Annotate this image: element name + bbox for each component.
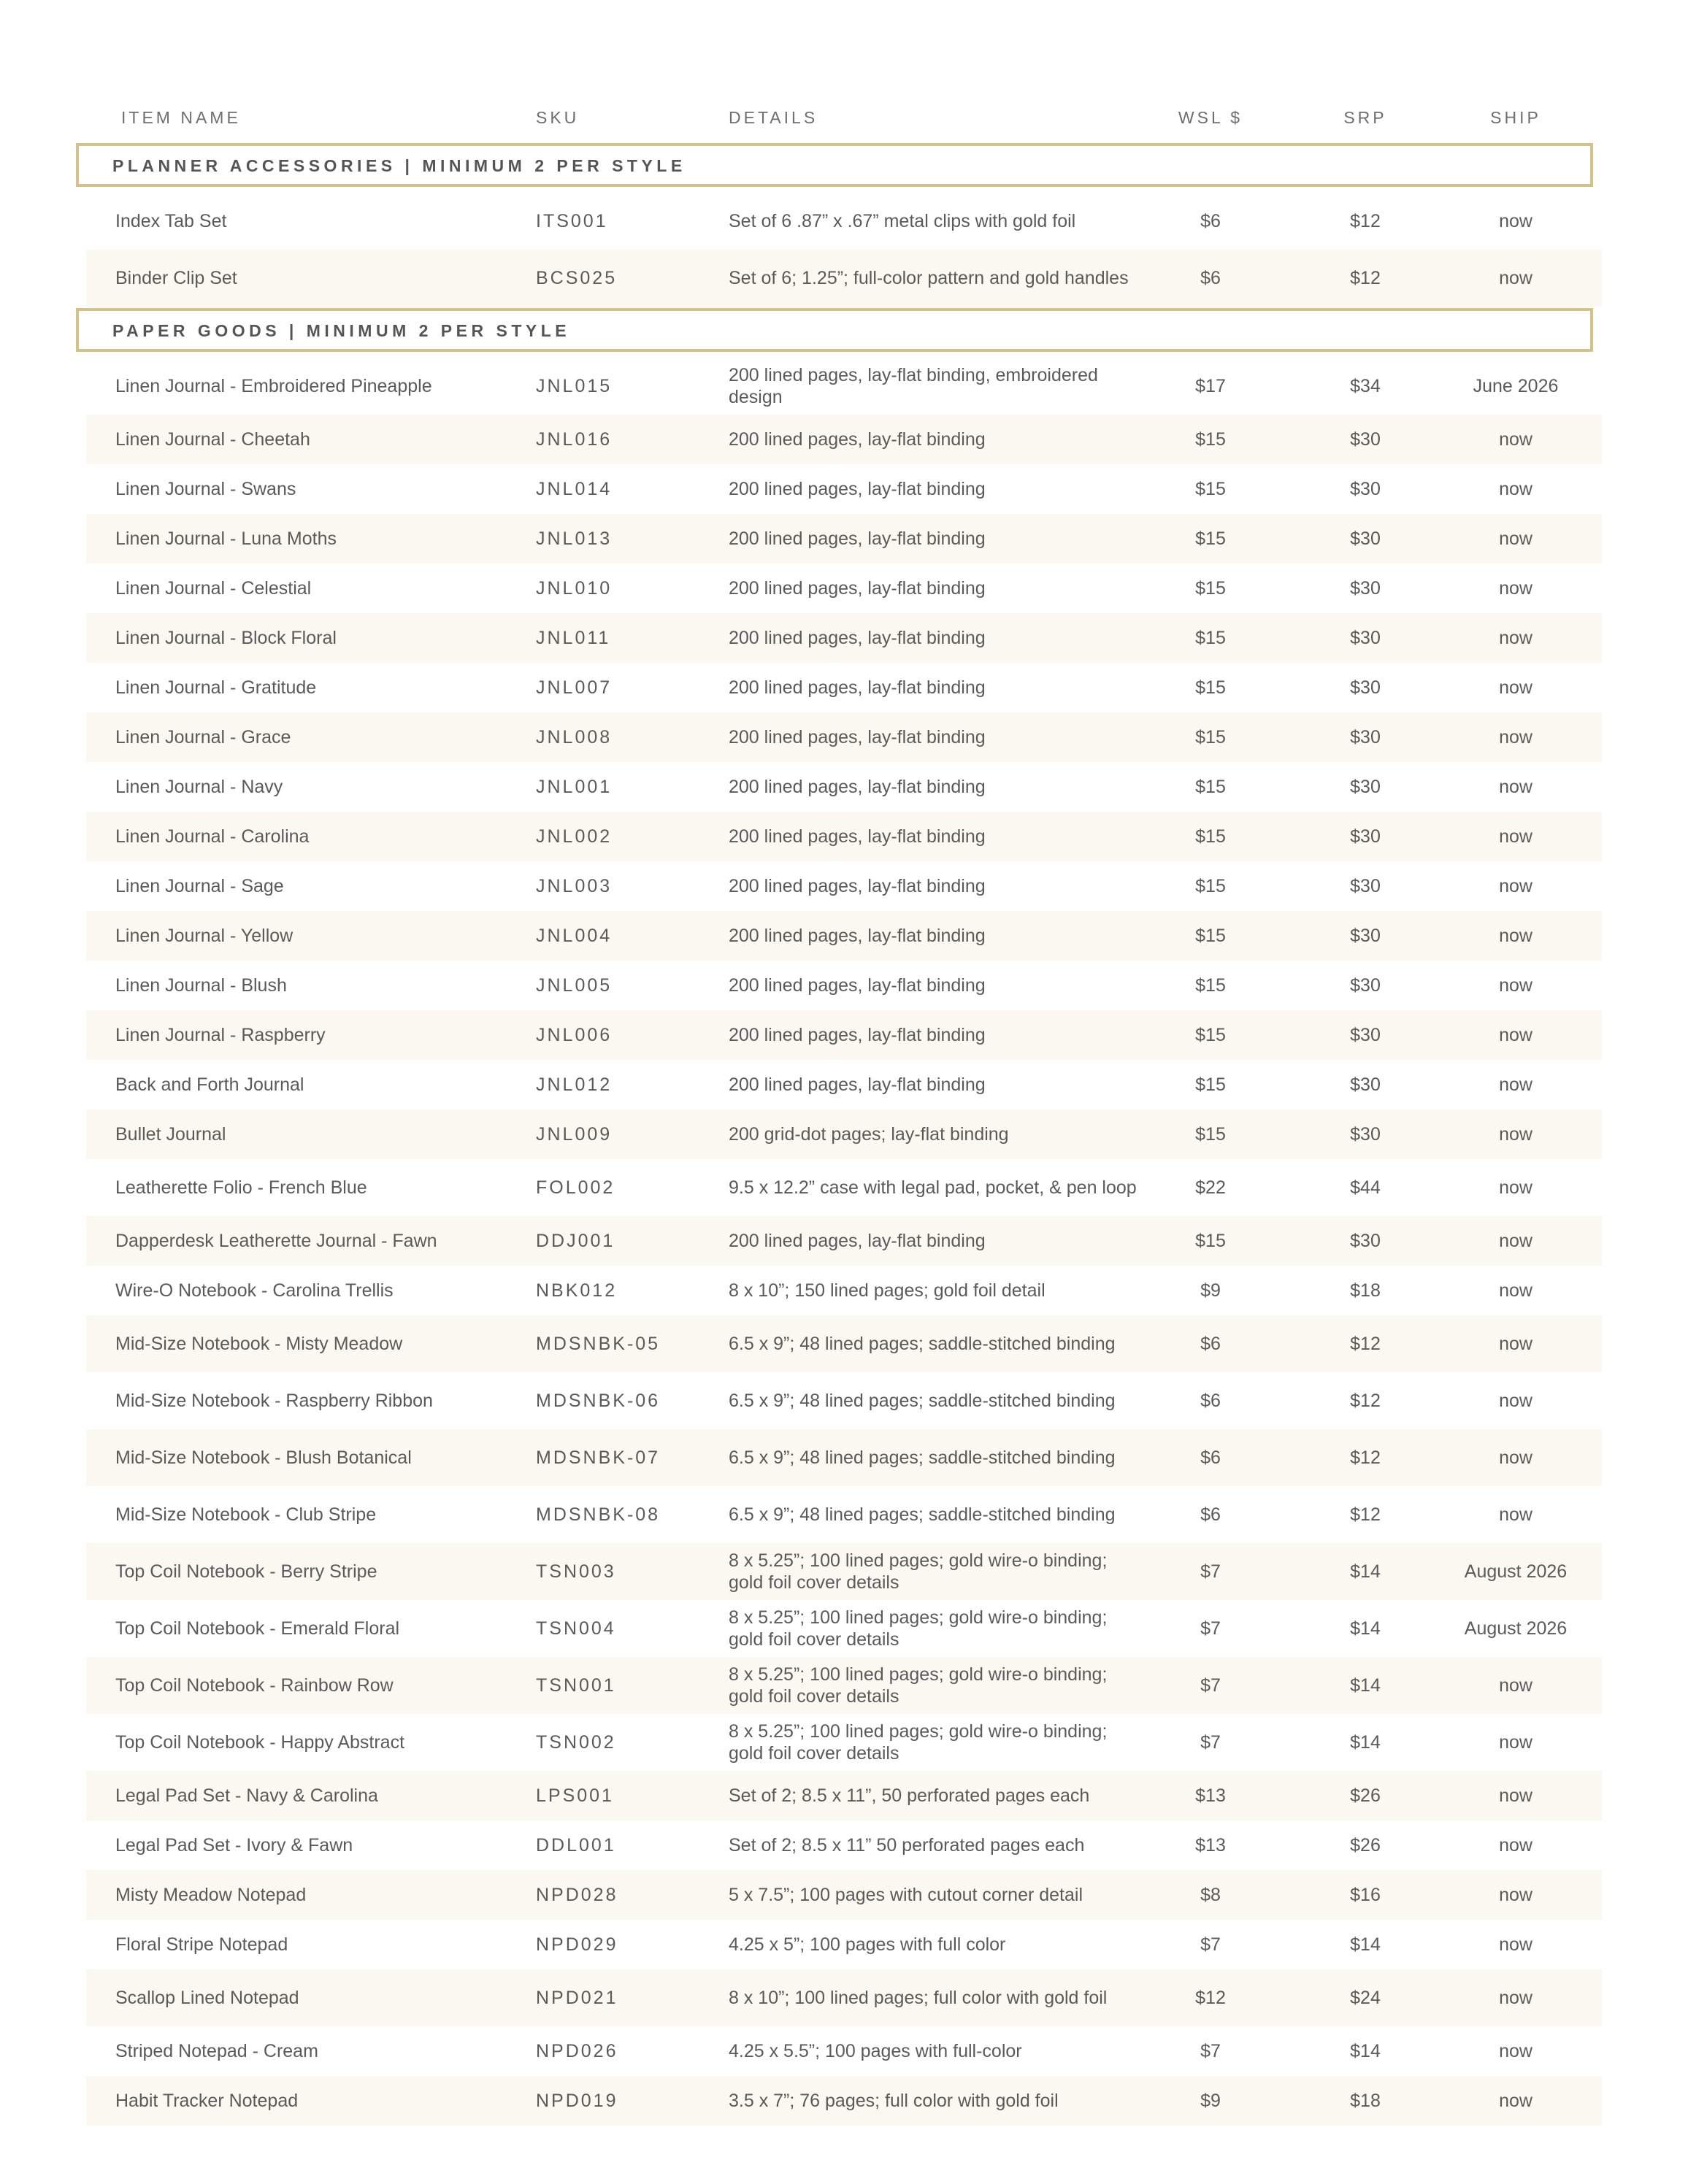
srp-price: $30 [1350,1231,1381,1251]
sku-cell: JNL001 [536,777,613,797]
table-row [86,812,1602,861]
details-cell: 8 x 5.25”; 100 lined pages; gold wire-o binding; gold foil cover details [729,1607,1108,1650]
table-row [86,1159,1602,1216]
srp-price: $14 [1350,1618,1381,1639]
wsl-price: $15 [1195,578,1226,599]
col-wsl: WSL $ [1178,108,1243,127]
wsl-price: $7 [1200,1675,1221,1696]
table-row [86,415,1602,464]
wsl-price: $6 [1200,268,1221,288]
wsl-price: $15 [1195,1025,1226,1045]
sku-cell: TSN001 [536,1675,616,1696]
details-cell: 200 lined pages, lay-flat binding [729,628,986,648]
item-name: Mid-Size Notebook - Club Stripe [115,1504,377,1525]
details-cell: 200 lined pages, lay-flat binding [729,975,986,996]
srp-price: $18 [1350,1280,1381,1301]
sku-cell: NPD026 [536,2041,618,2061]
srp-price: $16 [1350,1885,1381,1905]
ship-date: now [1499,1074,1532,1095]
sku-cell: JNL013 [536,528,613,549]
details-cell: 200 grid-dot pages; lay-flat binding [729,1124,1009,1145]
wsl-price: $15 [1195,1074,1226,1095]
ship-date: now [1499,1885,1532,1905]
sku-cell: NBK012 [536,1280,618,1301]
ship-date: now [1499,1732,1532,1753]
wsl-price: $15 [1195,826,1226,847]
sku-cell: JNL004 [536,926,613,946]
sku-cell: DDJ001 [536,1231,615,1251]
table-row [86,358,1602,415]
wsl-price: $17 [1195,376,1226,396]
srp-price: $34 [1350,376,1381,396]
srp-price: $30 [1350,1124,1381,1145]
section-header [76,308,1593,352]
sku-cell: MDSNBK-05 [536,1334,661,1354]
sku-cell: NPD021 [536,1988,618,2008]
column-header-row [86,102,1602,142]
details-cell: 4.25 x 5.5”; 100 pages with full-color [729,2041,1022,2061]
sku-cell: JNL016 [536,429,613,450]
table-row [86,861,1602,911]
srp-price: $30 [1350,876,1381,896]
srp-price: $30 [1350,1074,1381,1095]
srp-price: $30 [1350,677,1381,698]
details-cell: 8 x 5.25”; 100 lined pages; gold wire-o binding; gold foil cover details [729,1550,1108,1593]
details-cell: Set of 6 .87” x .67” metal clips with gold foil [729,211,1076,231]
wsl-price: $15 [1195,926,1226,946]
table-row [86,1010,1602,1060]
table-row [86,1315,1602,1372]
item-name: Linen Journal - Carolina [115,826,310,847]
details-cell: 5 x 7.5”; 100 pages with cutout corner detail [729,1885,1083,1905]
wsl-price: $6 [1200,1504,1221,1525]
item-name: Top Coil Notebook - Rainbow Row [115,1675,394,1696]
wsl-price: $13 [1195,1835,1226,1856]
ship-date: now [1499,677,1532,698]
sku-cell: DDL001 [536,1835,616,1856]
wsl-price: $15 [1195,677,1226,698]
section-title: PAPER GOODS | MINIMUM 2 PER STYLE [112,321,571,340]
details-cell: 200 lined pages, lay-flat binding [729,826,986,847]
table-row [86,1372,1602,1429]
srp-price: $14 [1350,1934,1381,1955]
table-row [86,1110,1602,1159]
item-name: Wire-O Notebook - Carolina Trellis [115,1280,394,1301]
table-row [86,1870,1602,1920]
wsl-price: $15 [1195,1124,1226,1145]
table-row [86,1920,1602,1969]
details-cell: 200 lined pages, lay-flat binding [729,876,986,896]
table-row [86,1429,1602,1486]
table-row [86,613,1602,663]
sku-cell: TSN002 [536,1732,616,1753]
table-row [86,564,1602,613]
ship-date: now [1499,1231,1532,1251]
srp-price: $14 [1350,2041,1381,2061]
details-cell: 200 lined pages, lay-flat binding [729,578,986,599]
srp-price: $12 [1350,1447,1381,1468]
item-name: Linen Journal - Gratitude [115,677,317,698]
table-row [86,1820,1602,1870]
details-cell: 9.5 x 12.2” case with legal pad, pocket, & pen loop [729,1177,1137,1198]
table-row [86,1657,1602,1714]
details-cell: 3.5 x 7”; 76 pages; full color with gold foil [729,2091,1059,2111]
wsl-price: $15 [1195,727,1226,747]
item-name: Index Tab Set [115,211,227,231]
wsl-price: $7 [1200,1561,1221,1582]
table-row [86,1266,1602,1315]
ship-date: now [1499,268,1532,288]
srp-price: $14 [1350,1675,1381,1696]
details-cell: 8 x 5.25”; 100 lined pages; gold wire-o binding; gold foil cover details [729,1721,1108,1764]
ship-date: now [1499,429,1532,450]
details-cell: 4.25 x 5”; 100 pages with full color [729,1934,1006,1955]
sku-cell: JNL003 [536,876,613,896]
item-name: Back and Forth Journal [115,1074,304,1095]
details-cell: Set of 2; 8.5 x 11”, 50 perforated pages each [729,1785,1090,1806]
item-name: Linen Journal - Cheetah [115,429,310,450]
wsl-price: $15 [1195,1231,1226,1251]
ship-date: now [1499,1280,1532,1301]
details-cell: 200 lined pages, lay-flat binding [729,1074,986,1095]
srp-price: $12 [1350,1334,1381,1354]
table-body [86,143,1602,2126]
price-sheet [86,102,1602,2126]
item-name: Misty Meadow Notepad [115,1885,307,1905]
ship-date: now [1499,1447,1532,1468]
table-row [86,1969,1602,2026]
sku-cell: NPD019 [536,2091,618,2111]
details-cell: 200 lined pages, lay-flat binding [729,727,986,747]
table-row [86,762,1602,812]
srp-price: $12 [1350,1504,1381,1525]
srp-price: $30 [1350,628,1381,648]
col-item-name: ITEM NAME [121,108,241,127]
wsl-price: $15 [1195,628,1226,648]
sku-cell: JNL007 [536,677,613,698]
details-cell: Set of 6; 1.25”; full-color pattern and gold handles [729,268,1129,288]
item-name: Floral Stripe Notepad [115,1934,288,1955]
details-cell: 200 lined pages, lay-flat binding [729,429,986,450]
details-cell: 6.5 x 9”; 48 lined pages; saddle-stitched binding [729,1447,1116,1468]
sku-cell: TSN004 [536,1618,616,1639]
ship-date: now [1499,1177,1532,1198]
srp-price: $30 [1350,727,1381,747]
sku-cell: JNL011 [536,628,611,648]
srp-price: $14 [1350,1732,1381,1753]
details-cell: 200 lined pages, lay-flat binding [729,1231,986,1251]
col-ship: SHIP [1490,108,1541,127]
srp-price: $30 [1350,926,1381,946]
sku-cell: JNL014 [536,479,613,499]
col-details: DETAILS [729,108,818,127]
item-name: Linen Journal - Swans [115,479,296,499]
ship-date: now [1499,1124,1532,1145]
item-name: Mid-Size Notebook - Misty Meadow [115,1334,403,1354]
ship-date: now [1499,1785,1532,1806]
srp-price: $12 [1350,268,1381,288]
ship-date: now [1499,975,1532,996]
ship-date: now [1499,578,1532,599]
ship-date: now [1499,1835,1532,1856]
item-name: Mid-Size Notebook - Blush Botanical [115,1447,412,1468]
details-cell: 200 lined pages, lay-flat binding, embroidered design [729,365,1098,407]
details-cell: 8 x 10”; 150 lined pages; gold foil detail [729,1280,1046,1301]
item-name: Habit Tracker Notepad [115,2091,299,2111]
wsl-price: $6 [1200,1391,1221,1411]
sku-cell: FOL002 [536,1177,615,1198]
wsl-price: $9 [1200,1280,1221,1301]
wsl-price: $7 [1200,1732,1221,1753]
table-row [86,1216,1602,1266]
table-row [86,193,1602,250]
wsl-price: $13 [1195,1785,1226,1806]
table-row [86,663,1602,712]
table-row [86,250,1602,307]
ship-date: now [1499,1675,1532,1696]
srp-price: $44 [1350,1177,1381,1198]
srp-price: $30 [1350,479,1381,499]
srp-price: $30 [1350,777,1381,797]
table-row [86,911,1602,961]
wsl-price: $15 [1195,876,1226,896]
srp-price: $26 [1350,1835,1381,1856]
details-cell: 8 x 10”; 100 lined pages; full color with gold foil [729,1988,1108,2008]
sku-cell: JNL015 [536,376,613,396]
ship-date: now [1499,727,1532,747]
srp-price: $30 [1350,826,1381,847]
wsl-price: $9 [1200,2091,1221,2111]
item-name: Leatherette Folio - French Blue [115,1177,367,1198]
sku-cell: JNL008 [536,727,613,747]
item-name: Legal Pad Set - Ivory & Fawn [115,1835,353,1856]
wsl-price: $8 [1200,1885,1221,1905]
details-cell: 6.5 x 9”; 48 lined pages; saddle-stitched binding [729,1334,1116,1354]
item-name: Scallop Lined Notepad [115,1988,299,2008]
sku-cell: JNL005 [536,975,613,996]
item-name: Linen Journal - Block Floral [115,628,337,648]
table-row [86,464,1602,514]
ship-date: now [1499,528,1532,549]
table-row [86,1486,1602,1543]
table-row [86,1543,1602,1600]
details-cell: 200 lined pages, lay-flat binding [729,479,986,499]
sku-cell: JNL009 [536,1124,613,1145]
ship-date: August 2026 [1464,1618,1568,1639]
item-name: Linen Journal - Navy [115,777,283,797]
wsl-price: $15 [1195,777,1226,797]
ship-date: now [1499,1334,1532,1354]
ship-date: June 2026 [1473,376,1559,396]
ship-date: now [1499,826,1532,847]
details-cell: 6.5 x 9”; 48 lined pages; saddle-stitched binding [729,1504,1116,1525]
srp-price: $30 [1350,429,1381,450]
wsl-price: $15 [1195,528,1226,549]
wsl-price: $6 [1200,1334,1221,1354]
item-name: Linen Journal - Embroidered Pineapple [115,376,432,396]
details-cell: 200 lined pages, lay-flat binding [729,677,986,698]
item-name: Legal Pad Set - Navy & Carolina [115,1785,378,1806]
item-name: Linen Journal - Yellow [115,926,294,946]
ship-date: now [1499,628,1532,648]
sku-cell: MDSNBK-07 [536,1447,661,1468]
table-row [86,961,1602,1010]
sku-cell: JNL006 [536,1025,613,1045]
item-name: Bullet Journal [115,1124,226,1145]
ship-date: now [1499,211,1532,231]
col-sku: SKU [536,108,580,127]
details-cell: 8 x 5.25”; 100 lined pages; gold wire-o binding; gold foil cover details [729,1664,1108,1707]
ship-date: now [1499,1391,1532,1411]
section-title: PLANNER ACCESSORIES | MINIMUM 2 PER STYLE [112,156,686,175]
ship-date: now [1499,479,1532,499]
srp-price: $30 [1350,975,1381,996]
sku-cell: MDSNBK-06 [536,1391,661,1411]
wsl-price: $6 [1200,211,1221,231]
srp-price: $30 [1350,578,1381,599]
sku-cell: TSN003 [536,1561,616,1582]
ship-date: now [1499,876,1532,896]
sku-cell: LPS001 [536,1785,614,1806]
table-row [86,2026,1602,2076]
item-name: Top Coil Notebook - Berry Stripe [115,1561,377,1582]
ship-date: August 2026 [1464,1561,1568,1582]
item-name: Linen Journal - Raspberry [115,1025,326,1045]
table-row [86,1771,1602,1820]
srp-price: $12 [1350,211,1381,231]
wsl-price: $15 [1195,429,1226,450]
table-row [86,1600,1602,1657]
item-name: Linen Journal - Grace [115,727,291,747]
table-row [86,1060,1602,1110]
item-name: Linen Journal - Luna Moths [115,528,337,549]
srp-price: $30 [1350,1025,1381,1045]
sku-cell: JNL012 [536,1074,613,1095]
srp-price: $26 [1350,1785,1381,1806]
table-row [86,712,1602,762]
details-cell: 200 lined pages, lay-flat binding [729,1025,986,1045]
details-cell: 200 lined pages, lay-flat binding [729,528,986,549]
details-cell: Set of 2; 8.5 x 11” 50 perforated pages each [729,1835,1085,1856]
item-name: Linen Journal - Celestial [115,578,312,599]
sku-cell: JNL010 [536,578,613,599]
ship-date: now [1499,1934,1532,1955]
col-srp: SRP [1343,108,1387,127]
item-name: Mid-Size Notebook - Raspberry Ribbon [115,1391,433,1411]
wsl-price: $12 [1195,1988,1226,2008]
item-name: Linen Journal - Blush [115,975,287,996]
item-name: Top Coil Notebook - Happy Abstract [115,1732,405,1753]
item-name: Top Coil Notebook - Emerald Floral [115,1618,400,1639]
wsl-price: $6 [1200,1447,1221,1468]
srp-price: $24 [1350,1988,1381,2008]
sku-cell: NPD029 [536,1934,618,1955]
wsl-price: $15 [1195,975,1226,996]
ship-date: now [1499,777,1532,797]
ship-date: now [1499,2091,1532,2111]
wsl-price: $7 [1200,2041,1221,2061]
wsl-price: $15 [1195,479,1226,499]
srp-price: $12 [1350,1391,1381,1411]
srp-price: $14 [1350,1561,1381,1582]
item-name: Binder Clip Set [115,268,237,288]
sku-cell: JNL002 [536,826,613,847]
table-row [86,514,1602,564]
section-header [76,143,1593,187]
wsl-price: $7 [1200,1934,1221,1955]
table-row [86,2076,1602,2126]
ship-date: now [1499,1504,1532,1525]
ship-date: now [1499,2041,1532,2061]
details-cell: 6.5 x 9”; 48 lined pages; saddle-stitched binding [729,1391,1116,1411]
item-name: Linen Journal - Sage [115,876,284,896]
wsl-price: $22 [1195,1177,1226,1198]
sku-cell: NPD028 [536,1885,618,1905]
sku-cell: ITS001 [536,211,608,231]
details-cell: 200 lined pages, lay-flat binding [729,926,986,946]
sku-cell: BCS025 [536,268,618,288]
srp-price: $18 [1350,2091,1381,2111]
srp-price: $30 [1350,528,1381,549]
ship-date: now [1499,1988,1532,2008]
ship-date: now [1499,1025,1532,1045]
sku-cell: MDSNBK-08 [536,1504,661,1525]
item-name: Dapperdesk Leatherette Journal - Fawn [115,1231,437,1251]
details-cell: 200 lined pages, lay-flat binding [729,777,986,797]
wsl-price: $7 [1200,1618,1221,1639]
ship-date: now [1499,926,1532,946]
item-name: Striped Notepad - Cream [115,2041,318,2061]
table-row [86,1714,1602,1771]
